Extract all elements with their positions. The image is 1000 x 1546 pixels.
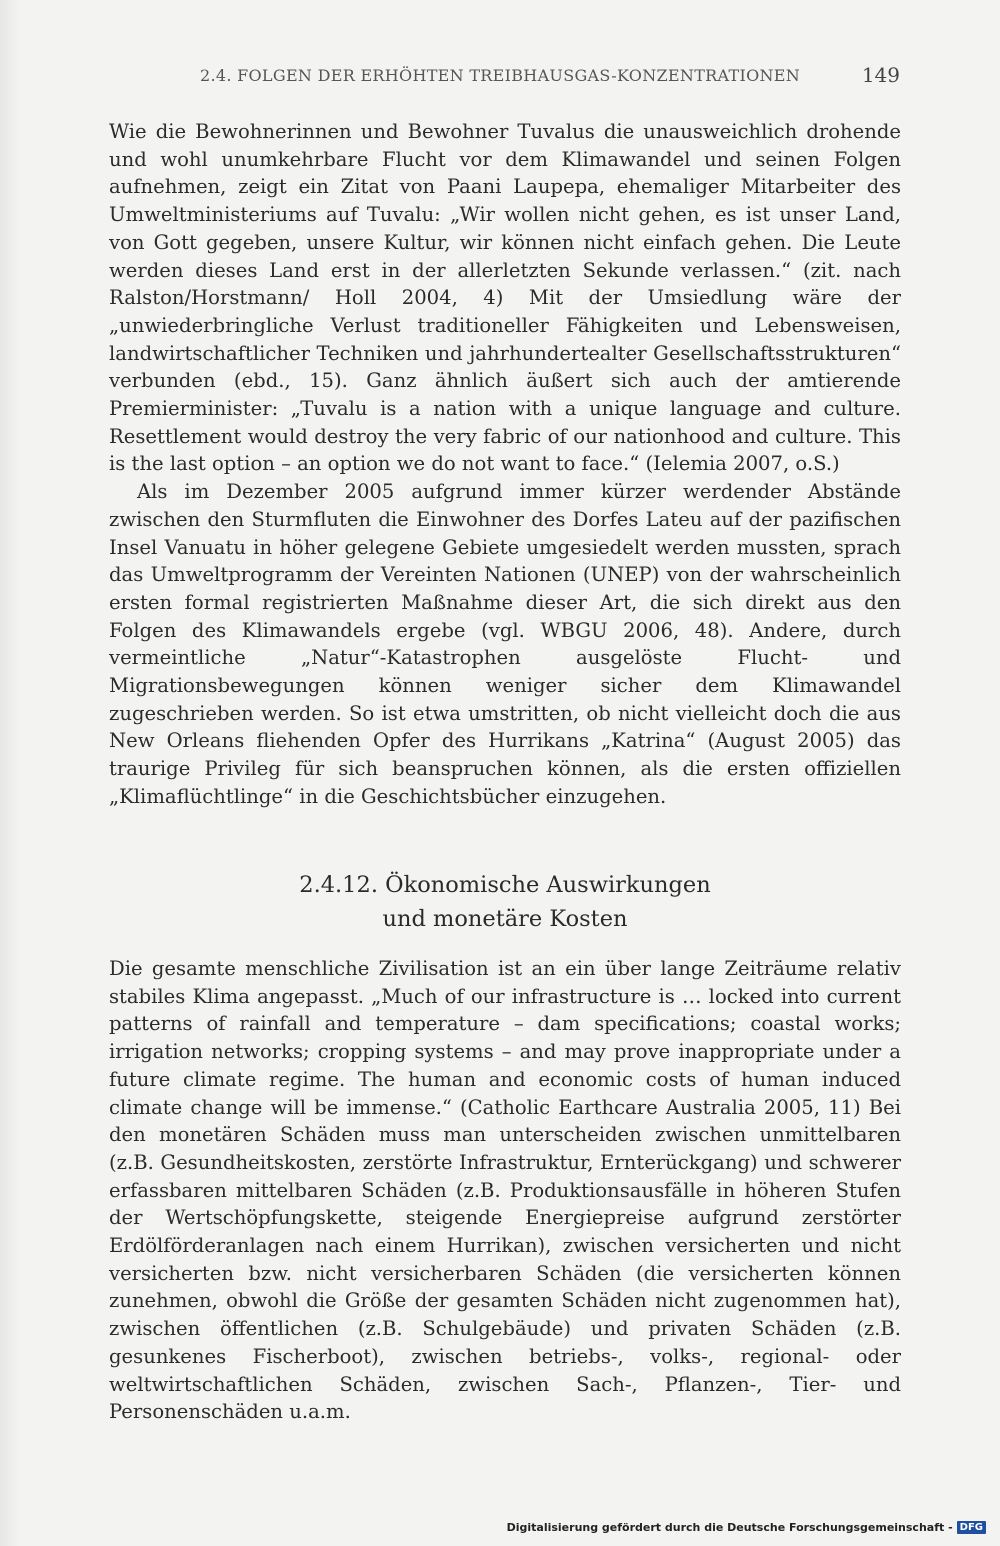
paragraph-tuvalu: Wie die Bewohnerinnen und Bewohner Tuvalus die unausweichlich drohende und wohl unumkehrbare Flucht vor dem Klimawandel und seinen Folgen aufnehmen, zeigt ein Zitat von Paani Laupepa, ehemaliger Mitarbeiter des Umweltministeriums auf Tuvalu: „Wir wollen nicht gehen, es ist unser Land, von Gott gegeben, unsere Kultur, wir können nicht einfach gehen. Die Leute werden dieses Land erst in der allerletzten Sekunde verlassen.“ (zit. nach Ralston/Horstmann/ Holl 2004, 4) Mit der Umsiedlung wäre der „unwiederbringliche Verlust traditioneller Fähigkeiten und Lebensweisen, landwirtschaftlicher Techniken und jahrhundertealter Gesellschaftsstrukturen“ verbunden (ebd., 15). Ganz ähnlich äußert sich auch der amtierende Premierminister: „Tuvalu is a nation with a unique language and culture. Resettlement would destroy the very fabric of our nationhood and culture. This is the last option – an option we do not want to face.“ (Ielemia 2007, o.S.) [109,120,901,476]
scan-edge-shadow [0,0,20,1546]
section-heading [109,868,901,936]
page-number: 149 [861,63,900,87]
paragraph-economic-costs: Die gesamte menschliche Zivilisation ist an ein über lange Zeiträume relativ stabiles Klima angepasst. „Much of our infrastructure is … locked into current patterns of rainfall and temperature – dam specifications; coastal works; irrigation networks; cropping systems – and may prove inappropriate under a future climate regime. The human and economic costs of human induced climate change will be immense.“ (Catholic Earthcare Australia 2005, 11) Bei den monetären Schäden muss man unterscheiden zwischen unmittelbaren (z.B. Gesundheitskosten, zerstörte Infrastruktur, Ernterückgang) und schwerer erfassbaren mittelbaren Schäden (z.B. Produktionsausfälle in höheren Stufen der Wertschöpfungskette, steigende Energiepreise aufgrund zerstörter Erdölförderanlagen nach einem Hurrikan), zwischen versicherten und nicht versicherten bzw. nicht versicherbaren Schäden (die versicherten können zunehmen, obwohl die Größe der gesamten Schäden nicht zugenommen hat), zwischen öffentlichen (z.B. Schulgebäude) und privaten Schäden (z.B. gesunkenes Fischerboot), zwischen betriebs-, volks-, regional- oder weltwirtschaftlichen Schäden, zwischen Sach-, Pflanzen-, Tier- und Personenschäden u.a.m. [109,957,901,1424]
text-block-top [109,118,901,811]
footer-text: Digitalisierung gefördert durch die Deutsche Forschungsgemeinschaft - [506,1520,953,1534]
section-heading-line-2: und monetäre Kosten [382,906,628,932]
section-heading-line-1: 2.4.12. Ökonomische Auswirkungen [299,872,711,898]
text-block-bottom [109,955,901,1426]
running-head-title: 2.4. FOLGEN DER ERHÖHTEN TREIBHAUSGAS-KONZENTRATIONEN [200,66,801,85]
dfg-logo-icon: DFG [957,1521,986,1534]
paragraph-vanuatu: Als im Dezember 2005 aufgrund immer kürzer werdender Abstände zwischen den Sturmfluten die Einwohner des Dorfes Lateu auf der pazifischen Insel Vanuatu in höher gelegene Gebiete umgesiedelt werden mussten, sprach das Umweltprogramm der Vereinten Nationen (UNEP) von der wahrscheinlich ersten formal registrierten Maßnahme dieser Art, die sich direkt aus den Folgen des Klimawandels ergebe (vgl. WBGU 2006, 48). Andere, durch vermeintliche „Natur“-Katastrophen ausgelöste Flucht- und Migrationsbewegungen können weniger sicher dem Klimawandel zugeschrieben werden. So ist etwa umstritten, ob nicht vielleicht doch die aus New Orleans fliehenden Opfer des Hurrikans „Katrina“ (August 2005) das traurige Privileg für sich beanspruchen können, als die ersten offiziellen „Klimaflüchtlinge“ in die Geschichtsbücher einzugehen. [109,480,901,808]
digitization-footer [507,1518,986,1536]
running-head [108,63,900,90]
